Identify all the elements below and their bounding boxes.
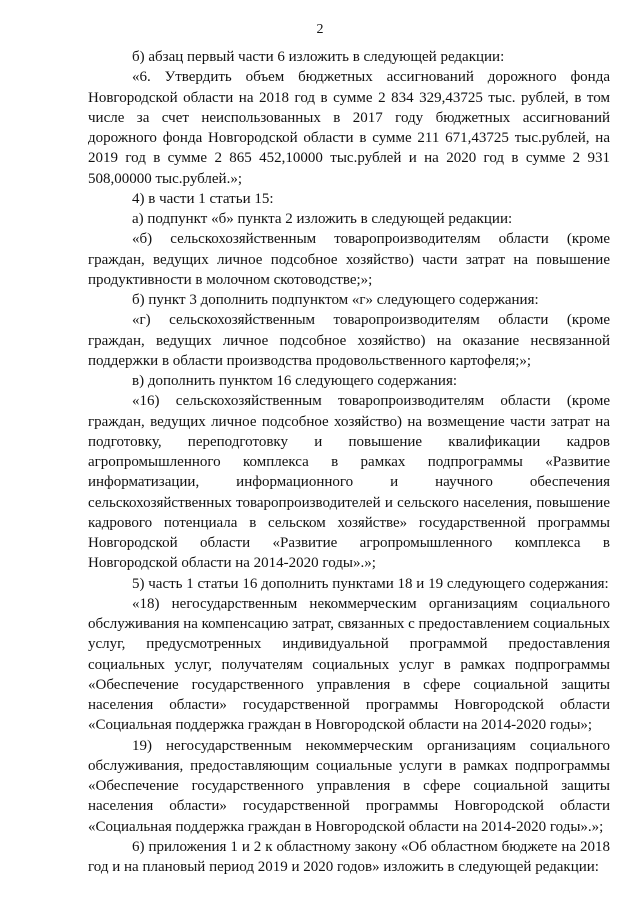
paragraph-item-3: б) пункт 3 дополнить подпунктом «г» следующего содержания: <box>132 292 539 308</box>
paragraph-dairy: «б) сельскохозяйственным товаропроизводителям области (кроме граждан, ведущих личное подсобное хозяйство) части затрат на повышение продуктивности в молочном скотоводстве;»; <box>88 231 610 288</box>
paragraph-appendices: 6) приложения 1 и 2 к областному закону «Об областном бюджете на 2018 год и на плановый период 2019 и 2020 годов» изложить в следующей редакции: <box>88 838 610 875</box>
paragraph-road-fund: «6. Утвердить объем бюджетных ассигнований дорожного фонда Новгородской области на 2018 год в сумме 2 834 329,43725 тыс. рублей, в том числе за счет неиспользованных в 2017 году бюджетных ассигнований дорожного фонда Новгородской области в сумме 211 671,43725 тыс.рублей, на 2019 год в сумме 2 865 452,10000 тыс.рублей и на 2020 год в сумме 2 931 508,00000 тыс.рублей.»; <box>88 69 610 187</box>
paragraph-article-15: 4) в части 1 статьи 15: <box>132 190 274 207</box>
paragraph-item-18: «18) негосударственным некоммерческим организациям социального обслуживания на компенсацию затрат, связанных с предоставлением социальных услуг, предусмотренных индивидуальной программой предоставления социальных услуг, получателям социальных услуг в рамках подпрограммы «Обеспечение государственного управления в сфере социальной защиты населения области» государственной программы Новгородской области «Социальная поддержка граждан в Новгородской области на 2014-2020 годы»; <box>88 595 611 734</box>
paragraph-item-16: в) дополнить пунктом 16 следующего содержания: <box>132 373 458 389</box>
document-body <box>88 47 610 877</box>
paragraph-article-16: 5) часть 1 статьи 16 дополнить пунктами 18 и 19 следующего содержания: <box>132 575 609 592</box>
paragraph-subitem-b: а) подпункт «б» пункта 2 изложить в следующей редакции: <box>132 211 513 227</box>
paragraph-potato: «г) сельскохозяйственным товаропроизводителям области (кроме граждан, ведущих личное подсобное хозяйство) на оказание несвязанной поддержки в области производства продовольственного картофеля;»; <box>88 312 610 369</box>
paragraph-amend-part-6: б) абзац первый части 6 изложить в следующей редакции: <box>132 49 505 65</box>
page-number: 2 <box>316 22 324 37</box>
paragraph-training: «16) сельскохозяйственным товаропроизводителям области (кроме граждан, ведущих личное подсобное хозяйство) на возмещение части затрат на подготовку, переподготовку и повышение квалификации кадров агропромышленного комплекса в рамках подпрограммы «Развитие информатизации, информационного и научного обеспечения сельскохозяйственных товаропроизводителей и сельского населения, повышение кадрового потенциала в сельском хозяйстве» государственной программы Новгородской области «Развитие агропромышленного комплекса в Новгородской области на 2014-2020 годы».»; <box>88 393 610 572</box>
paragraph-item-19: 19) негосударственным некоммерческим организациям социального обслуживания, предоставляющим социальные услуги в рамках подпрограммы «Обеспечение государственного управления в сфере социальной защиты населения области» государственной программы Новгородской области «Социальная поддержка граждан в Новгородской области на 2014-2020 годы».»; <box>88 737 610 835</box>
